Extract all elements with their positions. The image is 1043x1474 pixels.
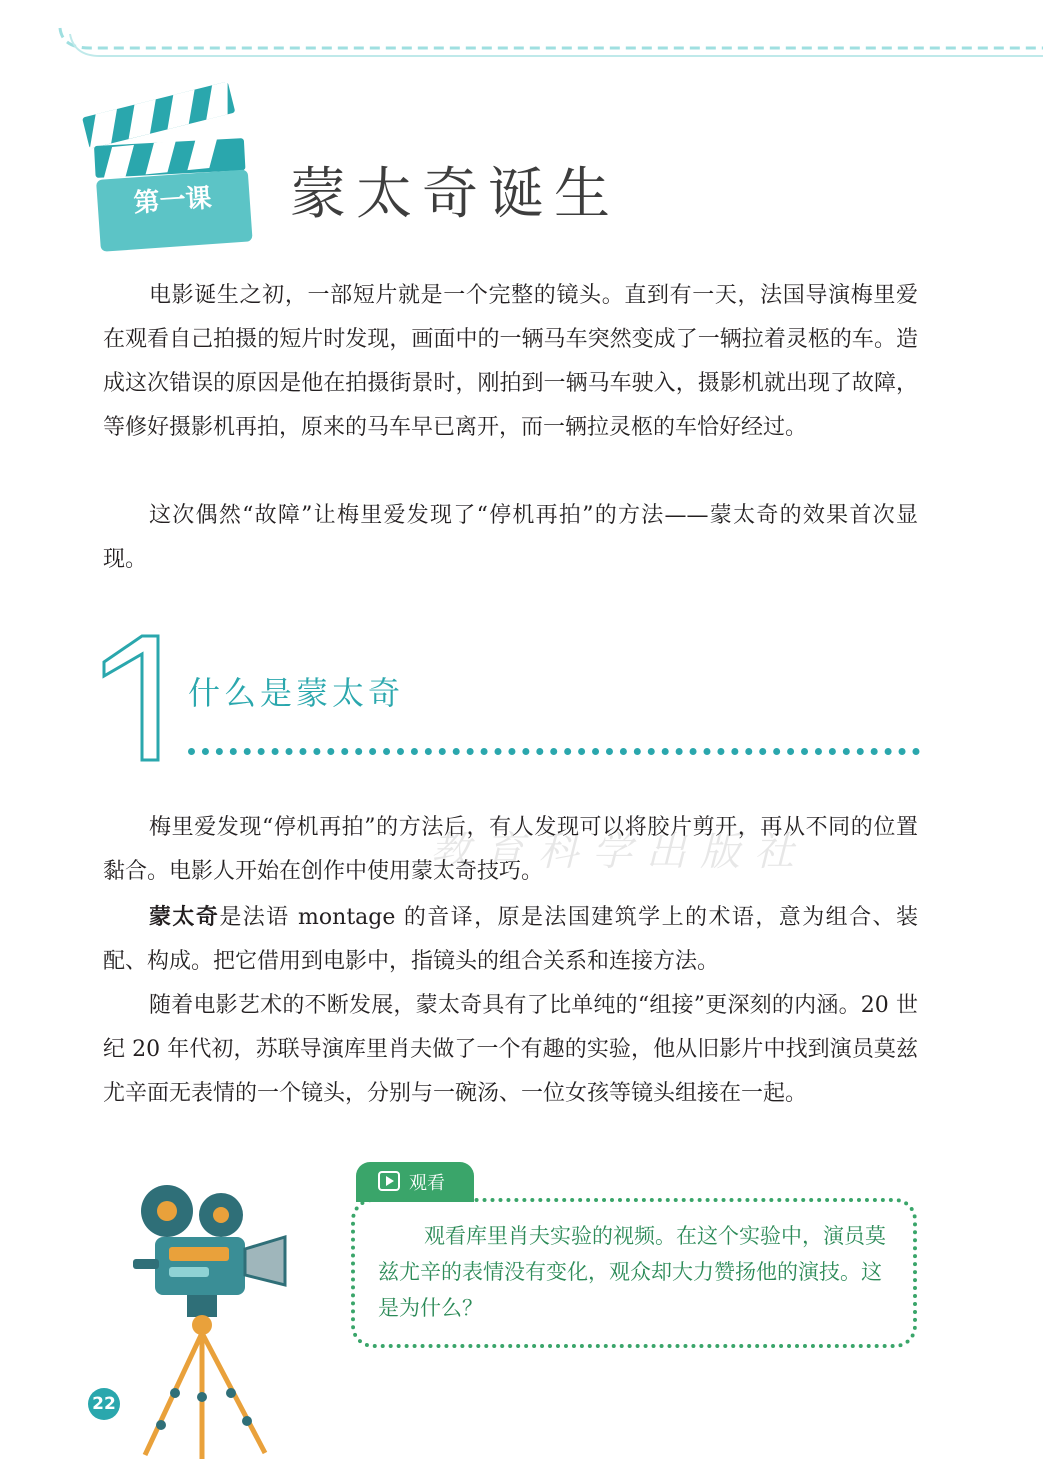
section-title: 什么是蒙太奇 [188, 674, 405, 712]
lesson-label: 第一课 [132, 183, 213, 219]
intro-paragraph-2: 这次偶然“故障”让梅里爱发现了“停机再拍”的方法——蒙太奇的效果首次显现。 [103, 503, 918, 572]
clapperboard-icon [80, 70, 255, 260]
lesson-title: 蒙太奇诞生 [290, 162, 620, 227]
body-paragraph-3: 随着电影艺术的不断发展，蒙太奇具有了比单纯的“组接”更深刻的内涵。20 世纪 20 年代初，苏联导演库里肖夫做了一个有趣的实验，他从旧影片中找到演员莫兹尤辛面无表情的一个镜头，分别与一碗汤、一位女孩等镜头组接在一起。 [103, 993, 918, 1106]
body-paragraph-2 [103, 896, 918, 984]
play-icon [378, 1171, 400, 1191]
svg-text:1: 1 [96, 632, 97, 633]
intro-paragraph-1: 电影诞生之初，一部短片就是一个完整的镜头。直到有一天，法国导演梅里爱在观看自己拍摄的短片时发现，画面中的一辆马车突然变成了一辆拉着灵柩的车。造成这次错误的原因是他在拍摄街景时，刚拍到一辆马车驶入，摄影机就出现了故障，等修好摄影机再拍，原来的马车早已离开，而一辆拉灵柩的车恰好经过。 [103, 283, 918, 440]
term-definition: 是法语 montage 的音译，原是法国建筑学上的术语，意为组合、装配、构成。把它借用到电影中，指镜头的组合关系和连接方法。 [103, 905, 918, 974]
section-number-1 [96, 632, 166, 764]
watch-text: 观看库里肖夫实验的视频。在这个实验中，演员莫兹尤辛的表情没有变化，观众却大力赞扬他的演技。这是为什么？ [378, 1224, 886, 1320]
watch-tab [356, 1162, 474, 1202]
page-number: 22 [88, 1388, 120, 1420]
term-montage: 蒙太奇 [149, 905, 220, 930]
body-paragraph-1: 梅里爱发现“停机再拍”的方法后，有人发现可以将胶片剪开，再从不同的位置黏合。电影人开始在创作中使用蒙太奇技巧。 [103, 815, 918, 884]
section-dotted-divider [188, 748, 920, 755]
top-border-decoration [0, 0, 1043, 80]
publisher-watermark: 教育科学出版社 [430, 829, 808, 875]
movie-camera-icon [125, 1175, 310, 1460]
watch-label: 观看 [409, 1173, 445, 1194]
